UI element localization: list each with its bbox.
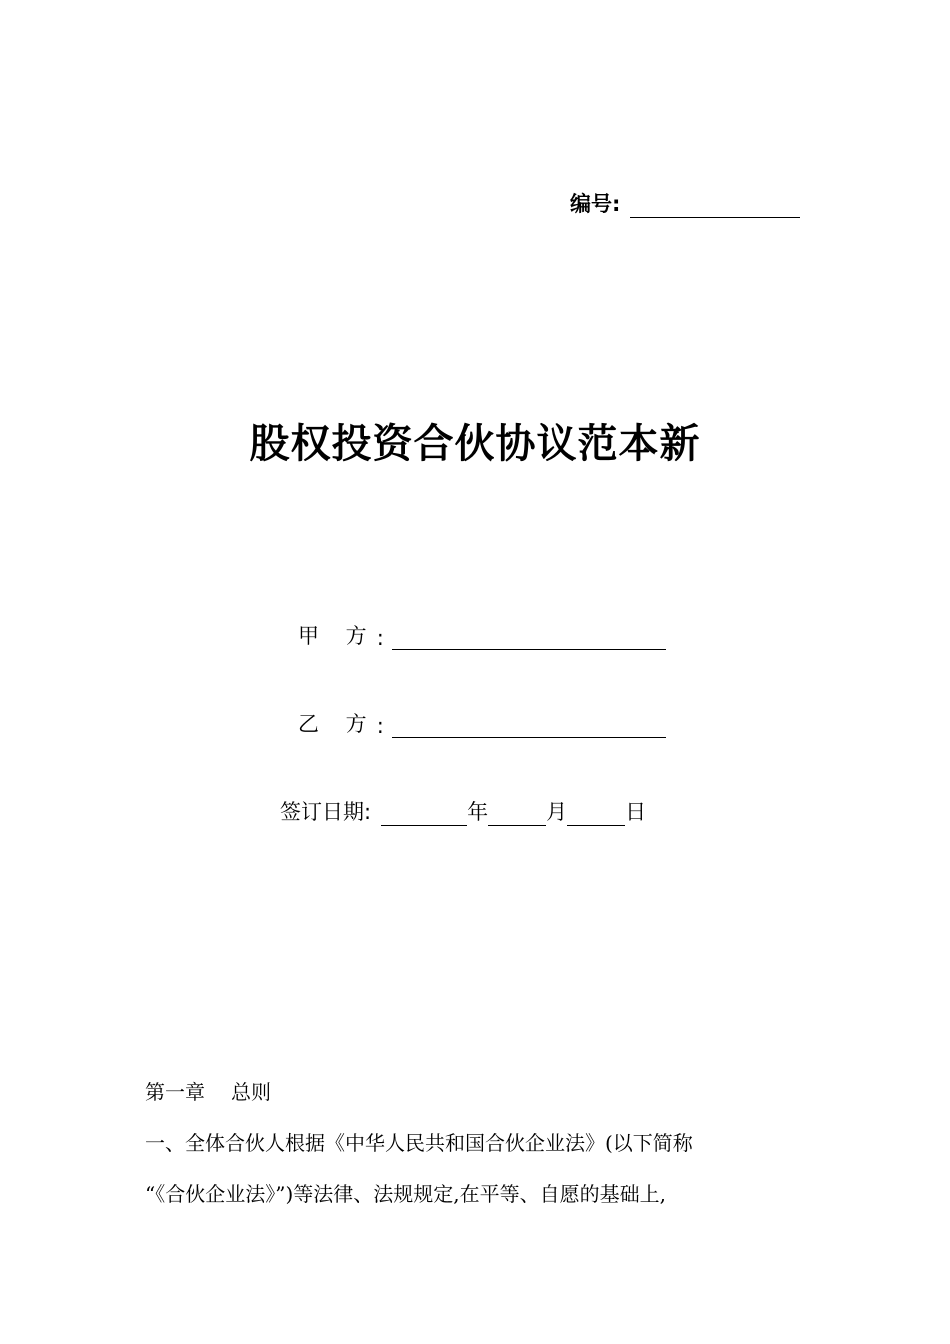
- party-b-blank[interactable]: [392, 715, 666, 738]
- chapter-title: 总则: [231, 1080, 271, 1104]
- party-b-colon: :: [376, 714, 384, 738]
- party-a-colon: :: [376, 626, 384, 650]
- day-label: 日: [625, 800, 647, 824]
- party-a-line: [298, 620, 666, 650]
- year-label: 年: [467, 800, 489, 824]
- document-title: 股权投资合伙协议范本新: [249, 421, 701, 467]
- signing-date-line: [280, 796, 646, 826]
- year-blank[interactable]: [381, 803, 467, 826]
- month-blank[interactable]: [488, 803, 546, 826]
- chapter-number: 第一章: [145, 1080, 205, 1104]
- party-b-line: [298, 708, 666, 738]
- serial-number-line: [570, 188, 800, 218]
- chapter-heading: [145, 1076, 835, 1105]
- signing-date-label: 签订日期:: [280, 800, 372, 824]
- paragraph-line-1: 一、全体合伙人根据《中华人民共和国合伙企业法》(以下简称: [145, 1131, 693, 1155]
- party-a-label: 甲 方: [298, 624, 377, 648]
- day-blank[interactable]: [567, 803, 625, 826]
- serial-number-label: 编号:: [570, 192, 621, 216]
- party-a-blank[interactable]: [392, 627, 666, 650]
- month-label: 月: [546, 800, 568, 824]
- serial-number-blank[interactable]: [630, 195, 800, 218]
- party-b-label: 乙 方: [298, 712, 377, 736]
- paragraph-line-2: “《合伙企业法》”)等法律、法规规定,在平等、自愿的基础上,: [145, 1182, 666, 1206]
